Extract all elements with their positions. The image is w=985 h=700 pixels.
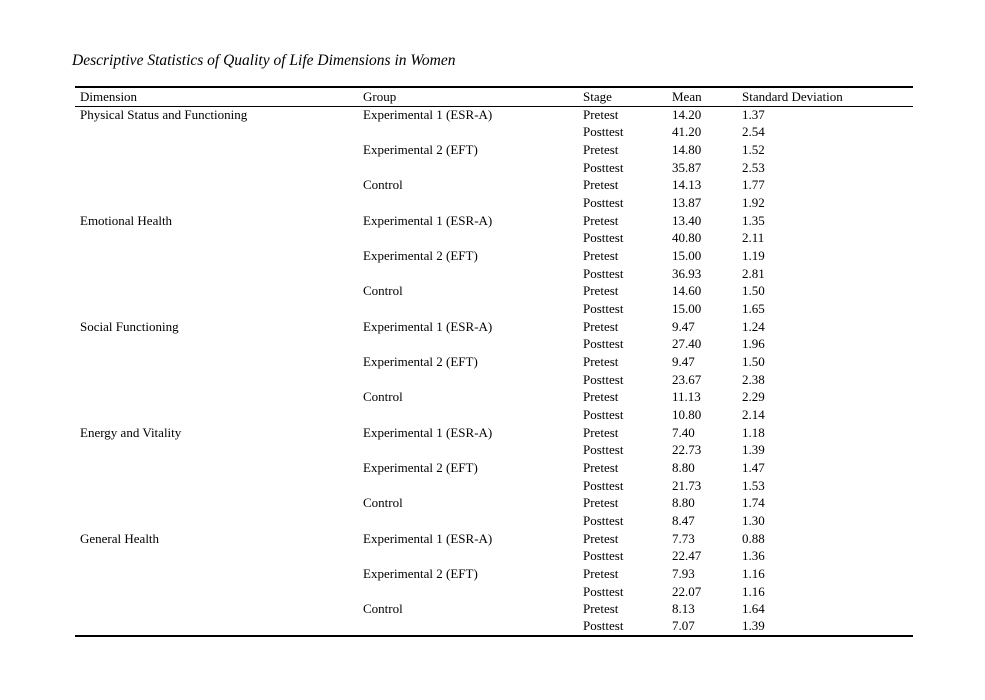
table-row bbox=[75, 512, 913, 530]
cell-dimension bbox=[75, 177, 363, 195]
descriptive-statistics-table bbox=[75, 86, 913, 637]
col-header-stage: Stage bbox=[583, 87, 672, 106]
cell-group bbox=[363, 124, 583, 142]
cell-sd: 1.16 bbox=[742, 583, 765, 599]
cell-dimension bbox=[75, 600, 363, 618]
cell-mean: 36.93 bbox=[672, 265, 702, 281]
cell-sd: 1.64 bbox=[742, 601, 765, 617]
cell-stage: Posttest bbox=[583, 583, 624, 599]
table-row bbox=[75, 547, 913, 565]
cell-mean: 9.47 bbox=[672, 318, 695, 334]
header-row bbox=[75, 87, 913, 106]
table-row bbox=[75, 177, 913, 195]
cell-stage: Posttest bbox=[583, 512, 624, 528]
cell-mean: 15.00 bbox=[672, 248, 702, 264]
table-row bbox=[75, 194, 913, 212]
cell-sd: 1.39 bbox=[742, 618, 765, 634]
cell-stage: Pretest bbox=[583, 601, 619, 617]
table-header bbox=[75, 87, 913, 106]
table-row bbox=[75, 141, 913, 159]
cell-sd: 2.81 bbox=[742, 265, 765, 281]
cell-group: Experimental 2 (EFT) bbox=[363, 248, 478, 264]
cell-stage: Pretest bbox=[583, 424, 619, 440]
cell-sd: 1.65 bbox=[742, 301, 765, 317]
table-row bbox=[75, 336, 913, 354]
cell-mean: 9.47 bbox=[672, 354, 695, 370]
cell-mean: 14.20 bbox=[672, 107, 702, 123]
cell-stage: Posttest bbox=[583, 159, 624, 175]
table-row bbox=[75, 106, 913, 124]
cell-dimension bbox=[75, 265, 363, 283]
table-row bbox=[75, 406, 913, 424]
cell-stage: Posttest bbox=[583, 230, 624, 246]
table-row bbox=[75, 300, 913, 318]
cell-mean: 14.13 bbox=[672, 177, 702, 193]
cell-group bbox=[363, 265, 583, 283]
cell-stage: Pretest bbox=[583, 107, 619, 123]
cell-dimension bbox=[75, 406, 363, 424]
col-header-dimension: Dimension bbox=[75, 87, 363, 106]
table-row bbox=[75, 230, 913, 248]
table-row bbox=[75, 318, 913, 336]
table-row bbox=[75, 530, 913, 548]
cell-stage: Posttest bbox=[583, 301, 624, 317]
cell-sd: 1.52 bbox=[742, 142, 765, 158]
table-row bbox=[75, 477, 913, 495]
cell-mean: 7.93 bbox=[672, 565, 695, 581]
cell-stage: Pretest bbox=[583, 248, 619, 264]
cell-dimension bbox=[75, 371, 363, 389]
cell-mean: 7.73 bbox=[672, 530, 695, 546]
table-row bbox=[75, 583, 913, 601]
cell-mean: 13.40 bbox=[672, 212, 702, 228]
cell-dimension bbox=[75, 583, 363, 601]
cell-dimension bbox=[75, 477, 363, 495]
cell-dimension bbox=[75, 124, 363, 142]
cell-group: Experimental 1 (ESR-A) bbox=[363, 530, 493, 546]
cell-stage: Pretest bbox=[583, 495, 619, 511]
cell-stage: Posttest bbox=[583, 477, 624, 493]
cell-stage: Pretest bbox=[583, 212, 619, 228]
table-row bbox=[75, 247, 913, 265]
table-row bbox=[75, 212, 913, 230]
cell-sd: 1.77 bbox=[742, 177, 765, 193]
cell-sd: 1.19 bbox=[742, 248, 765, 264]
cell-group: Control bbox=[363, 389, 403, 405]
cell-group: Experimental 1 (ESR-A) bbox=[363, 424, 493, 440]
cell-sd: 1.96 bbox=[742, 336, 765, 352]
cell-dimension bbox=[75, 353, 363, 371]
cell-sd: 1.50 bbox=[742, 354, 765, 370]
cell-stage: Pretest bbox=[583, 530, 619, 546]
cell-group: Control bbox=[363, 495, 403, 511]
cell-dimension: Social Functioning bbox=[80, 318, 179, 334]
cell-stage: Posttest bbox=[583, 618, 624, 634]
cell-group: Experimental 1 (ESR-A) bbox=[363, 318, 493, 334]
cell-group bbox=[363, 512, 583, 530]
cell-sd: 1.92 bbox=[742, 195, 765, 211]
table-row bbox=[75, 265, 913, 283]
cell-mean: 23.67 bbox=[672, 371, 702, 387]
cell-stage: Posttest bbox=[583, 195, 624, 211]
cell-dimension bbox=[75, 547, 363, 565]
table-row bbox=[75, 371, 913, 389]
cell-mean: 8.80 bbox=[672, 459, 695, 475]
cell-stage: Pretest bbox=[583, 177, 619, 193]
cell-stage: Posttest bbox=[583, 371, 624, 387]
cell-stage: Pretest bbox=[583, 142, 619, 158]
cell-sd: 2.29 bbox=[742, 389, 765, 405]
cell-stage: Posttest bbox=[583, 548, 624, 564]
cell-dimension bbox=[75, 494, 363, 512]
cell-mean: 11.13 bbox=[672, 389, 701, 405]
cell-mean: 35.87 bbox=[672, 159, 702, 175]
cell-sd: 1.47 bbox=[742, 459, 765, 475]
cell-group bbox=[363, 477, 583, 495]
cell-dimension bbox=[75, 230, 363, 248]
table-row bbox=[75, 353, 913, 371]
cell-sd: 2.11 bbox=[742, 230, 765, 246]
cell-group: Control bbox=[363, 177, 403, 193]
cell-mean: 8.13 bbox=[672, 601, 695, 617]
cell-sd: 1.37 bbox=[742, 107, 765, 123]
table-title: Descriptive Statistics of Quality of Life Dimensions in Women bbox=[72, 52, 456, 69]
col-header-sd: Standard Deviation bbox=[742, 87, 913, 106]
cell-sd: 1.16 bbox=[742, 565, 765, 581]
cell-group: Control bbox=[363, 601, 403, 617]
cell-dimension bbox=[75, 441, 363, 459]
cell-sd: 1.36 bbox=[742, 548, 765, 564]
cell-sd: 1.24 bbox=[742, 318, 765, 334]
cell-group: Experimental 2 (EFT) bbox=[363, 565, 478, 581]
cell-sd: 2.38 bbox=[742, 371, 765, 387]
cell-group: Experimental 2 (EFT) bbox=[363, 142, 478, 158]
cell-group bbox=[363, 441, 583, 459]
cell-group bbox=[363, 336, 583, 354]
cell-group bbox=[363, 230, 583, 248]
cell-group bbox=[363, 371, 583, 389]
cell-group: Experimental 2 (EFT) bbox=[363, 354, 478, 370]
cell-stage: Pretest bbox=[583, 389, 619, 405]
cell-dimension bbox=[75, 283, 363, 301]
cell-sd: 2.54 bbox=[742, 124, 765, 140]
cell-mean: 41.20 bbox=[672, 124, 702, 140]
cell-stage: Posttest bbox=[583, 406, 624, 422]
cell-stage: Pretest bbox=[583, 283, 619, 299]
cell-group: Experimental 1 (ESR-A) bbox=[363, 107, 493, 123]
cell-stage: Pretest bbox=[583, 565, 619, 581]
cell-dimension bbox=[75, 141, 363, 159]
cell-stage: Pretest bbox=[583, 318, 619, 334]
cell-sd: 1.39 bbox=[742, 442, 765, 458]
table-row bbox=[75, 283, 913, 301]
cell-sd: 1.35 bbox=[742, 212, 765, 228]
cell-group bbox=[363, 159, 583, 177]
table-row bbox=[75, 459, 913, 477]
cell-group: Experimental 2 (EFT) bbox=[363, 459, 478, 475]
cell-mean: 8.80 bbox=[672, 495, 695, 511]
cell-dimension bbox=[75, 389, 363, 407]
cell-sd: 1.50 bbox=[742, 283, 765, 299]
cell-group bbox=[363, 547, 583, 565]
cell-sd: 0.88 bbox=[742, 530, 765, 546]
cell-mean: 7.40 bbox=[672, 424, 695, 440]
cell-sd: 1.53 bbox=[742, 477, 765, 493]
cell-mean: 8.47 bbox=[672, 512, 695, 528]
cell-dimension bbox=[75, 194, 363, 212]
col-header-group: Group bbox=[363, 87, 583, 106]
cell-mean: 15.00 bbox=[672, 301, 702, 317]
cell-dimension: Emotional Health bbox=[80, 212, 173, 228]
table-row bbox=[75, 600, 913, 618]
cell-dimension bbox=[75, 300, 363, 318]
cell-mean: 22.73 bbox=[672, 442, 702, 458]
table-row bbox=[75, 565, 913, 583]
cell-group bbox=[363, 618, 583, 636]
cell-stage: Posttest bbox=[583, 336, 624, 352]
col-header-mean: Mean bbox=[672, 87, 742, 106]
cell-dimension bbox=[75, 336, 363, 354]
cell-dimension bbox=[75, 618, 363, 636]
cell-mean: 7.07 bbox=[672, 618, 695, 634]
cell-mean: 22.07 bbox=[672, 583, 702, 599]
cell-group bbox=[363, 300, 583, 318]
cell-dimension: Energy and Vitality bbox=[80, 424, 182, 440]
cell-mean: 27.40 bbox=[672, 336, 702, 352]
cell-dimension bbox=[75, 247, 363, 265]
cell-mean: 14.60 bbox=[672, 283, 702, 299]
cell-mean: 13.87 bbox=[672, 195, 702, 211]
cell-group bbox=[363, 194, 583, 212]
table-row bbox=[75, 389, 913, 407]
cell-mean: 40.80 bbox=[672, 230, 702, 246]
table-row bbox=[75, 424, 913, 442]
table-body bbox=[75, 106, 913, 636]
table-row bbox=[75, 441, 913, 459]
cell-sd: 2.14 bbox=[742, 406, 765, 422]
cell-stage: Posttest bbox=[583, 265, 624, 281]
cell-sd: 1.18 bbox=[742, 424, 765, 440]
cell-group bbox=[363, 406, 583, 424]
cell-dimension: Physical Status and Functioning bbox=[80, 107, 248, 123]
cell-sd: 2.53 bbox=[742, 159, 765, 175]
cell-sd: 1.74 bbox=[742, 495, 765, 511]
cell-dimension bbox=[75, 565, 363, 583]
table-row bbox=[75, 159, 913, 177]
table-row bbox=[75, 494, 913, 512]
cell-sd: 1.30 bbox=[742, 512, 765, 528]
cell-dimension bbox=[75, 159, 363, 177]
cell-dimension bbox=[75, 512, 363, 530]
cell-group: Experimental 1 (ESR-A) bbox=[363, 212, 493, 228]
cell-stage: Pretest bbox=[583, 354, 619, 370]
cell-dimension: General Health bbox=[80, 530, 160, 546]
table-row bbox=[75, 618, 913, 636]
cell-group bbox=[363, 583, 583, 601]
cell-stage: Pretest bbox=[583, 459, 619, 475]
cell-dimension bbox=[75, 459, 363, 477]
cell-mean: 10.80 bbox=[672, 406, 702, 422]
cell-mean: 14.80 bbox=[672, 142, 702, 158]
cell-mean: 22.47 bbox=[672, 548, 702, 564]
cell-stage: Posttest bbox=[583, 442, 624, 458]
table-row bbox=[75, 124, 913, 142]
cell-stage: Posttest bbox=[583, 124, 624, 140]
cell-mean: 21.73 bbox=[672, 477, 702, 493]
cell-group: Control bbox=[363, 283, 403, 299]
